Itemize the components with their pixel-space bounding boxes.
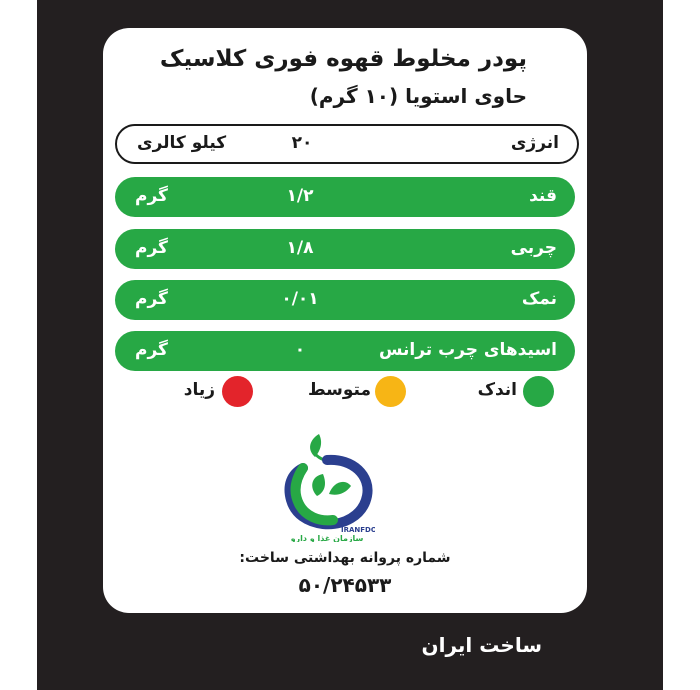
nutrient-name: چربی: [510, 238, 557, 258]
product-subtitle: حاوی استویا (۱۰ گرم): [309, 84, 527, 108]
logo-text-en: IRANFDO: [341, 526, 375, 534]
health-license-number: ۵۰/۲۴۵۳۳: [298, 573, 392, 597]
nutrient-unit: گرم: [135, 340, 168, 360]
nutrition-row-energy: [115, 124, 579, 164]
yellow-dot-icon: [375, 376, 406, 407]
health-license-label: شماره پروانه بهداشتی ساخت:: [239, 550, 451, 566]
nutrient-unit: گرم: [135, 238, 168, 258]
nutrient-name: نمک: [521, 289, 557, 309]
made-in-iran: ساخت ایران: [421, 633, 542, 657]
green-dot-icon: [523, 376, 554, 407]
nutrient-unit: گرم: [135, 289, 168, 309]
product-title: پودر مخلوط قهوه فوری کلاسیک: [159, 46, 527, 72]
legend-label: زیاد: [183, 380, 215, 400]
nutrient-value: ۱/۸: [286, 238, 314, 258]
nutrient-name: قند: [529, 186, 557, 206]
nutrient-value: ۱/۲: [286, 186, 314, 206]
legend-label: متوسط: [307, 380, 371, 400]
nutrition-row-fat: [115, 229, 575, 269]
legend-high: [173, 376, 263, 410]
nutrient-unit: گرم: [135, 186, 168, 206]
nutrient-name: انرژی: [510, 133, 559, 153]
logo-text-fa: سازمان غذا و دارو: [290, 534, 364, 542]
nutrient-value: ۰/۰۱: [281, 289, 319, 309]
nutrition-label-card: [103, 28, 587, 613]
nutrition-row-salt: [115, 280, 575, 320]
nutrient-value: ۰: [294, 340, 306, 360]
nutrient-value: ۲۰: [291, 133, 313, 153]
red-dot-icon: [222, 376, 253, 407]
legend-low: [473, 376, 573, 410]
legend-label: اندک: [477, 380, 517, 400]
nutrient-unit: کیلو کالری: [137, 133, 227, 153]
nutrient-name: اسیدهای چرب ترانس: [378, 340, 557, 360]
iran-fda-logo: [279, 430, 375, 542]
nutrition-row-sugar: [115, 177, 575, 217]
legend-medium: [307, 376, 423, 410]
nutrition-row-trans-fat: [115, 331, 575, 371]
